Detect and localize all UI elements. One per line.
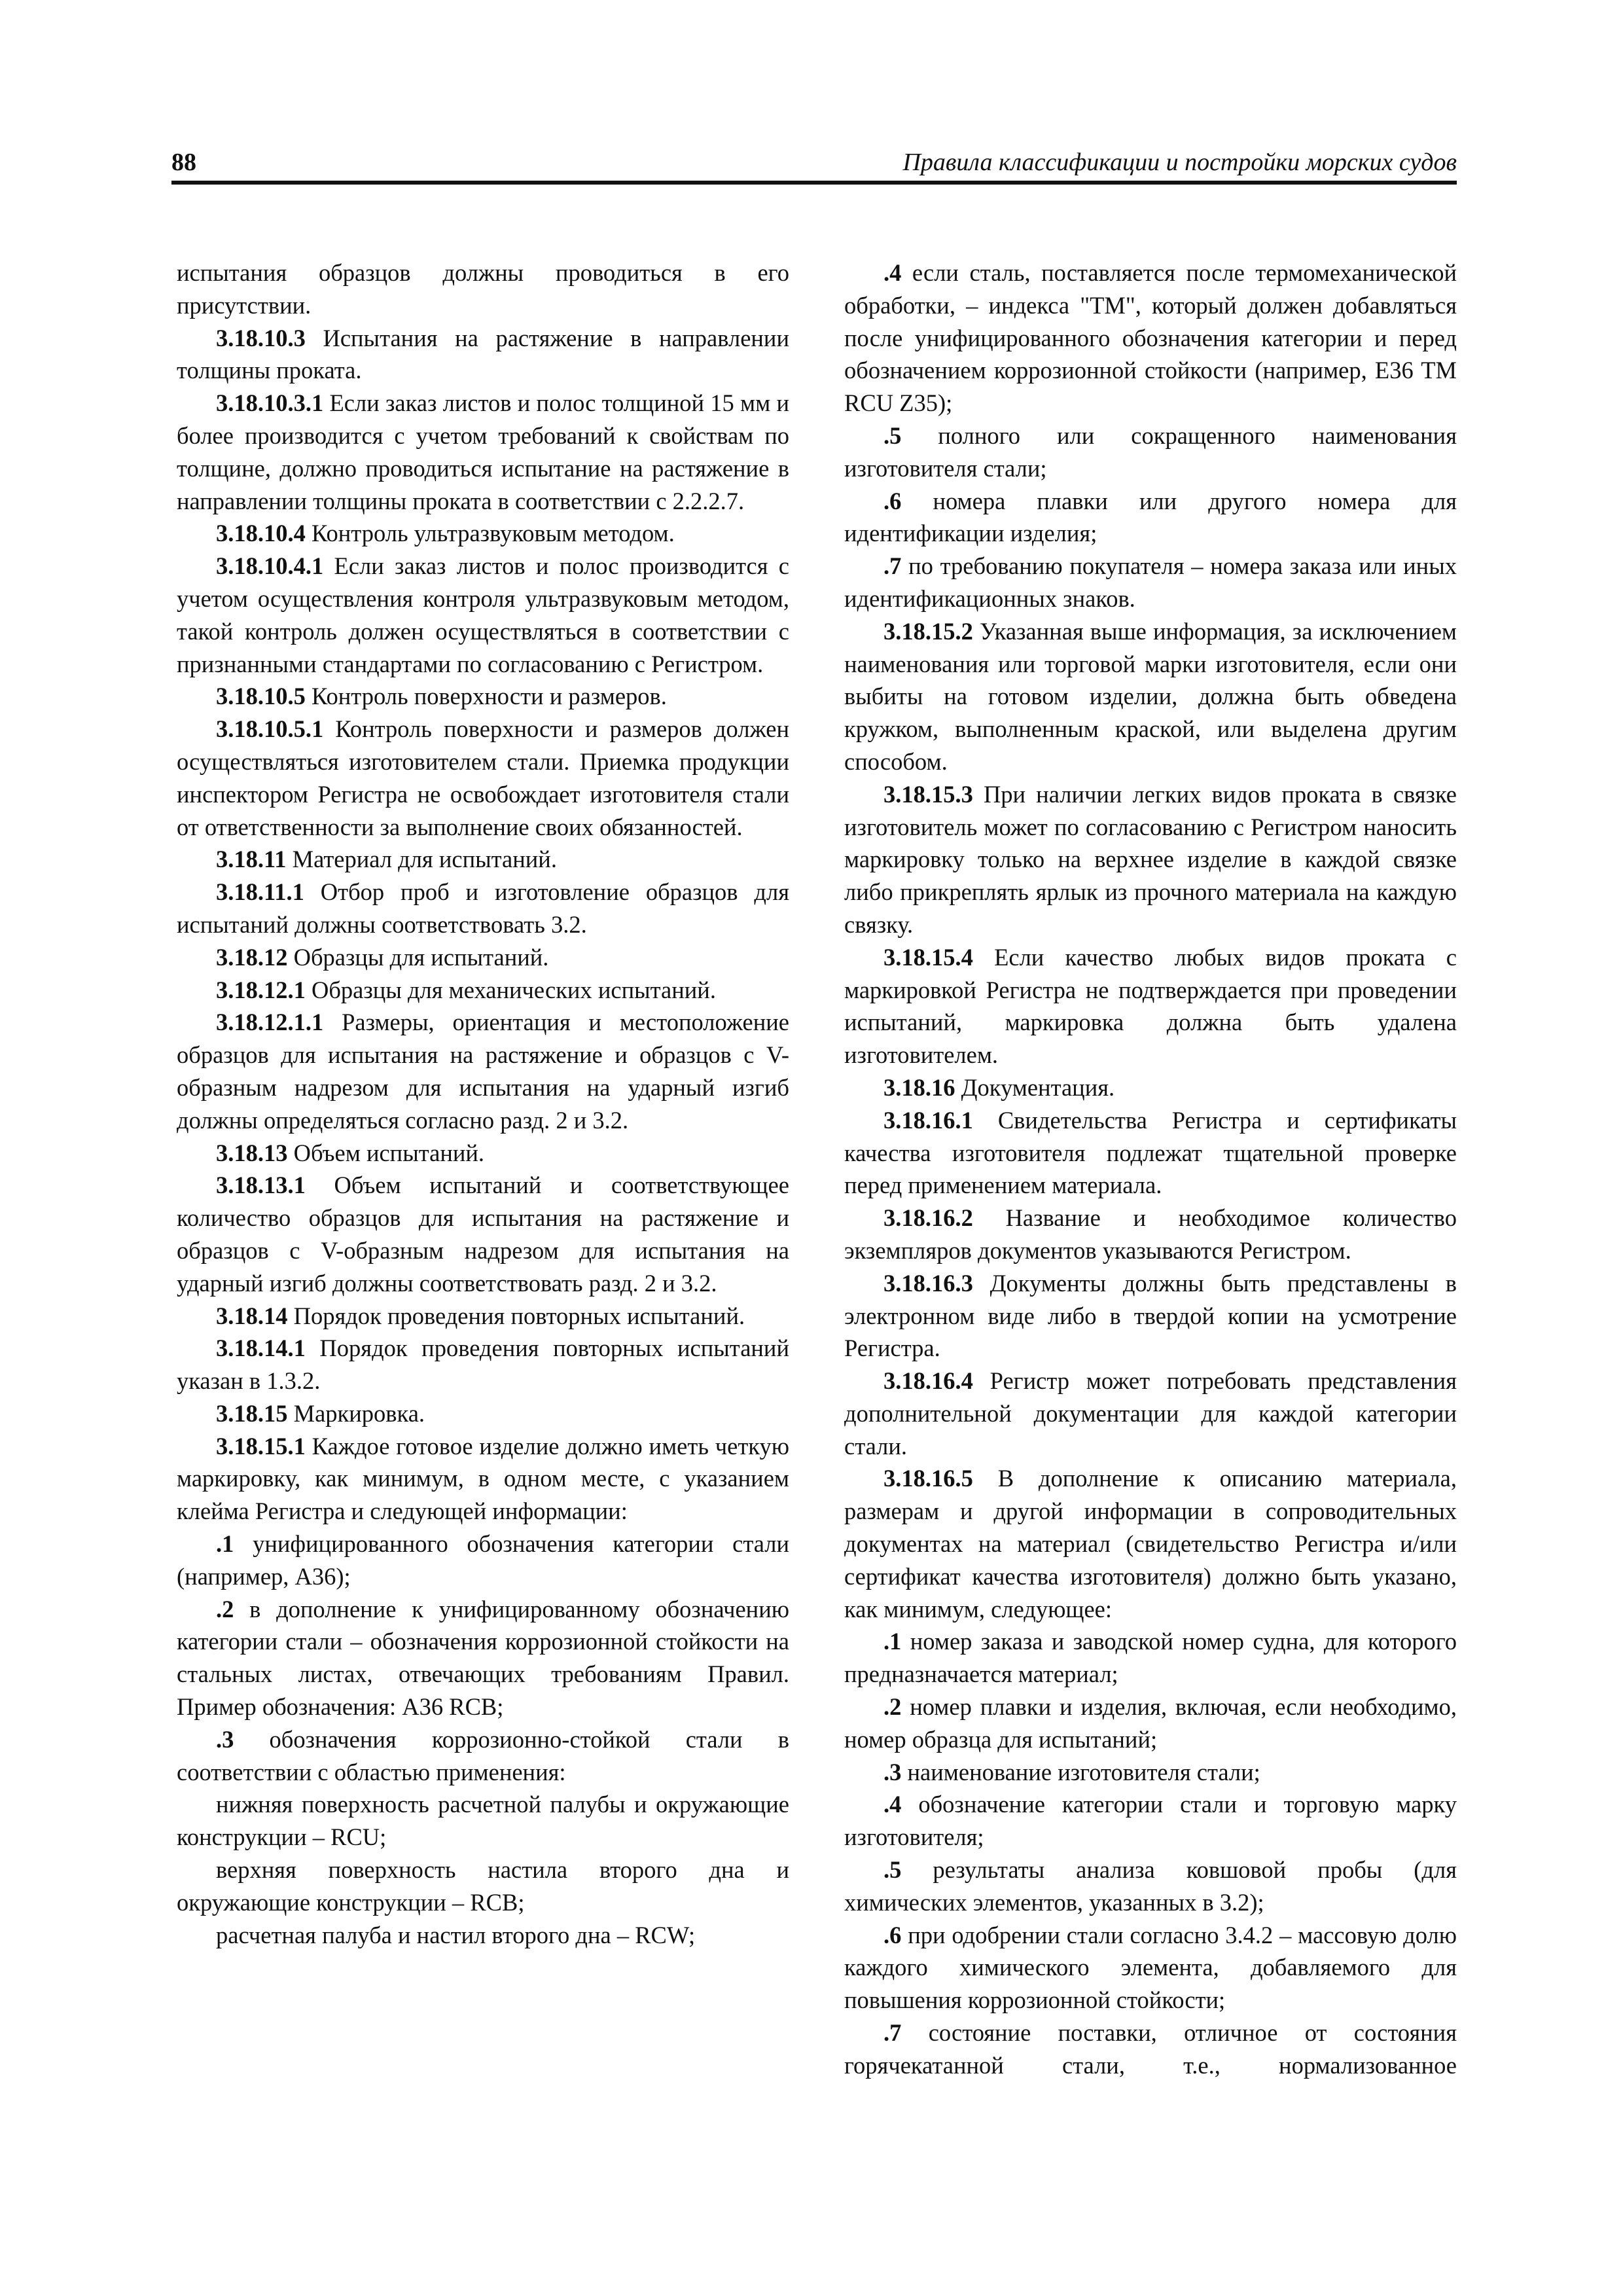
clause-number: 3.18.12.1: [216, 976, 306, 1003]
paragraph: [177, 257, 789, 322]
paragraph: [844, 941, 1457, 1071]
clause-text: Документация.: [961, 1073, 1115, 1101]
clause-number: 3.18.15.3: [883, 780, 973, 808]
clause-text: Порядок проведения повторных испытаний.: [293, 1302, 745, 1329]
clause-text: в дополнение к унифицированному обозначению категории стали – обозначения коррозионной стойкости на стальных листах, отвечающих требованиям Правил. Пример обозначения: A36 RCB;: [177, 1595, 789, 1721]
clause-number: 3.18.16.4: [883, 1367, 973, 1395]
clause-text: При наличии легких видов проката в связке изготовитель может по согласованию с Регистром наносить маркировку только на верхнее изделие в каждой связке либо прикреплять ярлык из прочного материала на каждую связку.: [844, 780, 1457, 938]
paragraph: [177, 680, 789, 713]
clause-text: испытания образцов должны проводиться в его присутствии.: [177, 259, 789, 319]
paragraph: [177, 1919, 789, 1952]
paragraph: [177, 1006, 789, 1136]
page-header: [171, 144, 1457, 185]
left-column: [177, 257, 789, 1951]
clause-text: обозначения коррозионно-стойкой стали в соответствии с областью применения:: [177, 1725, 789, 1785]
paragraph: [844, 1104, 1457, 1202]
clause-text: расчетная палуба и настил второго дна – RCW;: [216, 1921, 696, 1948]
clause-number: 3.18.16: [883, 1073, 955, 1101]
clause-number: 3.18.15: [216, 1399, 288, 1427]
clause-number: 3.18.10.4.1: [216, 552, 324, 580]
clause-text: Маркировка.: [293, 1399, 425, 1427]
paragraph: [177, 1788, 789, 1854]
clause-number: 3.18.14: [216, 1302, 288, 1329]
clause-text: Образцы для механических испытаний.: [312, 976, 716, 1003]
clause-text: состояние поставки, отличное от состояния горячекатанной стали, т.е., нормализованное: [844, 2019, 1457, 2079]
clause-text: Свидетельства Регистра и сертификаты качества изготовителя подлежат тщательной проверке перед применением материала.: [844, 1106, 1457, 1199]
clause-number: 3.18.13.1: [216, 1172, 306, 1199]
clause-text: Контроль поверхности и размеров.: [312, 683, 667, 710]
clause-text: Контроль ультразвуковым методом.: [312, 520, 675, 547]
clause-text: Название и необходимое количество экземпляров документов указываются Регистром.: [844, 1204, 1457, 1264]
paragraph: [177, 517, 789, 550]
clause-text: наименование изготовителя стали;: [907, 1758, 1260, 1785]
running-title: Правила классификации и постройки морских судов: [902, 149, 1457, 176]
clause-number: .6: [883, 1921, 902, 1948]
paragraph: [844, 1202, 1457, 1267]
paragraph: [177, 550, 789, 680]
clause-number: .5: [883, 1856, 902, 1884]
clause-number: .2: [216, 1595, 234, 1623]
clause-number: .3: [216, 1725, 234, 1753]
clause-number: 3.18.11: [216, 846, 287, 873]
clause-number: 3.18.16.3: [883, 1269, 973, 1297]
clause-number: 3.18.10.4: [216, 520, 306, 547]
clause-text: В дополнение к описанию материала, размерам и другой информации в сопроводительных документах на материал (свидетельство Регистра и/или сертификат качества изготовителя) должно быть указано, как минимум, следующее:: [844, 1465, 1457, 1623]
clause-number: 3.18.10.3: [216, 324, 306, 351]
paragraph: [177, 1528, 789, 1593]
clause-number: 3.18.15.2: [883, 617, 973, 645]
clause-text: номер плавки и изделия, включая, если необходимо, номер образца для испытаний;: [844, 1693, 1457, 1753]
paragraph: [177, 1300, 789, 1333]
clause-number: .7: [883, 552, 902, 580]
paragraph: [844, 1365, 1457, 1462]
clause-text: если сталь, поставляется после термомеханической обработки, – индекса "TM", который должен добавляться после унифицированного обозначения категории и перед обозначением коррозионной стойкости (например, E36 TM RCU Z35);: [844, 259, 1457, 417]
paragraph: [844, 1756, 1457, 1789]
clause-number: .4: [883, 1791, 902, 1818]
clause-number: .2: [883, 1693, 902, 1721]
paragraph: [177, 974, 789, 1007]
paragraph: [177, 387, 789, 517]
paragraph: [844, 778, 1457, 941]
clause-text: Если качество любых видов проката с маркировкой Регистра не подтверждается при проведении испытаний, маркировка должна быть удалена изготовителем.: [844, 943, 1457, 1069]
page-number: 88: [171, 149, 196, 176]
clause-number: 3.18.12.1.1: [216, 1009, 324, 1036]
clause-text: Размеры, ориентация и местоположение образцов для испытания на растяжение и образцов с V-образным надрезом для испытания на ударный изгиб должны определяться согласно разд. 2 и 3.2.: [177, 1009, 790, 1134]
clause-text: Регистр может потребовать представления дополнительной документации для каждой категории стали.: [844, 1367, 1457, 1460]
clause-text: при одобрении стали согласно 3.4.2 – массовую долю каждого химического элемента, добавляемого для повышения коррозионной стойкости;: [844, 1921, 1457, 2014]
clause-text: нижняя поверхность расчетной палубы и окружающие конструкции – RCU;: [177, 1791, 789, 1851]
clause-number: 3.18.16.1: [883, 1106, 973, 1134]
clause-text: верхняя поверхность настила второго дна и окружающие конструкции – RCB;: [177, 1856, 789, 1916]
clause-number: 3.18.16.5: [883, 1465, 973, 1492]
paragraph: [844, 1267, 1457, 1365]
clause-number: 3.18.14.1: [216, 1335, 306, 1362]
paragraph: [844, 1071, 1457, 1104]
clause-text: Испытания на растяжение в направлении толщины проката.: [177, 324, 789, 384]
clause-number: .6: [883, 487, 902, 514]
paragraph: [177, 941, 789, 974]
paragraph: [177, 1332, 789, 1397]
clause-text: результаты анализа ковшовой пробы (для химических элементов, указанных в 3.2);: [844, 1856, 1457, 1916]
paragraph: [177, 1430, 789, 1528]
clause-text: полного или сокращенного наименования изготовителя стали;: [844, 422, 1457, 482]
clause-number: 3.18.12: [216, 943, 288, 971]
clause-text: по требованию покупателя – номера заказа или иных идентификационных знаков.: [844, 552, 1457, 612]
clause-number: 3.18.10.3.1: [216, 389, 324, 417]
clause-text: Объем испытаний.: [293, 1139, 485, 1166]
paragraph: [844, 1788, 1457, 1854]
clause-text: Документы должны быть представлены в электронном виде либо в твердой копии на усмотрение Регистра.: [844, 1269, 1457, 1362]
clause-number: 3.18.15.1: [216, 1432, 306, 1460]
clause-text: Если заказ листов и полос толщиной 15 мм и более производится с учетом требований к свойствам по толщине, должно проводиться испытание на растяжение в направлении толщины проката в соответствии с 2.2.2.7.: [177, 389, 790, 514]
clause-number: .1: [883, 1628, 902, 1655]
clause-text: Каждое готовое изделие должно иметь четкую маркировку, как минимум, в одном месте, с указанием клейма Регистра и следующей информации:: [177, 1432, 790, 1525]
paragraph: [177, 1397, 789, 1430]
paragraph: [844, 2017, 1457, 2082]
paragraph: [844, 1625, 1457, 1691]
paragraph: [844, 420, 1457, 485]
clause-number: 3.18.13: [216, 1139, 288, 1166]
paragraph: [177, 322, 789, 387]
paragraph: [177, 876, 789, 941]
clause-text: Отбор проб и изготовление образцов для испытаний должны соответствовать 3.2.: [177, 878, 789, 938]
paragraph: [844, 1462, 1457, 1625]
clause-text: номер заказа и заводской номер судна, для которого предназначается материал;: [844, 1628, 1457, 1688]
clause-text: Объем испытаний и соответствующее количество образцов для испытания на растяжение и образцов с V-образным надрезом для испытания на ударный изгиб должны соответствовать разд. 2 и 3.2.: [177, 1172, 790, 1297]
clause-text: обозначение категории стали и торговую марку изготовителя;: [844, 1791, 1457, 1851]
clause-number: 3.18.16.2: [883, 1204, 973, 1232]
clause-number: .7: [883, 2019, 902, 2047]
clause-text: Материал для испытаний.: [292, 846, 557, 873]
clause-number: 3.18.10.5.1: [216, 715, 324, 743]
clause-number: 3.18.11.1: [216, 878, 304, 906]
paragraph: [844, 485, 1457, 550]
paragraph: [177, 1723, 789, 1789]
paragraph: [177, 843, 789, 876]
paragraph: [844, 1919, 1457, 2017]
clause-number: .3: [883, 1758, 902, 1785]
clause-number: .5: [883, 422, 902, 449]
paragraph: [844, 1691, 1457, 1756]
paragraph: [844, 615, 1457, 778]
clause-text: номера плавки или другого номера для идентификации изделия;: [844, 487, 1457, 547]
clause-text: унифицированного обозначения категории стали (например, A36);: [177, 1530, 790, 1590]
paragraph: [177, 1593, 789, 1723]
clause-text: Указанная выше информация, за исключением наименования или торговой марки изготовителя, если они выбиты на готовом изделии, должна быть обведена кружком, выполненным краской, или выделена другим способом.: [844, 617, 1457, 775]
clause-number: .1: [216, 1530, 234, 1558]
clause-number: 3.18.10.5: [216, 683, 306, 710]
clause-text: Порядок проведения повторных испытаний указан в 1.3.2.: [177, 1335, 789, 1395]
paragraph: [177, 713, 789, 843]
paragraph: [844, 257, 1457, 420]
paragraph: [177, 1854, 789, 1919]
paragraph: [177, 1169, 789, 1299]
paragraph: [844, 1854, 1457, 1919]
clause-text: Контроль поверхности и размеров должен осуществляться изготовителем стали. Приемка продукции инспектором Регистра не освобождает изготовителя стали от ответственности за выполнение своих обязанностей.: [177, 715, 789, 840]
clause-number: .4: [883, 259, 902, 286]
paragraph: [177, 1137, 789, 1170]
clause-text: Если заказ листов и полос производится с учетом осуществления контроля ультразвуковым методом, такой контроль должен осуществляться в соответствии с признанными стандартами по согласованию с Регистром.: [177, 552, 789, 677]
right-column: [844, 257, 1457, 2082]
clause-text: Образцы для испытаний.: [293, 943, 549, 971]
clause-number: 3.18.15.4: [883, 943, 973, 971]
paragraph: [844, 550, 1457, 615]
